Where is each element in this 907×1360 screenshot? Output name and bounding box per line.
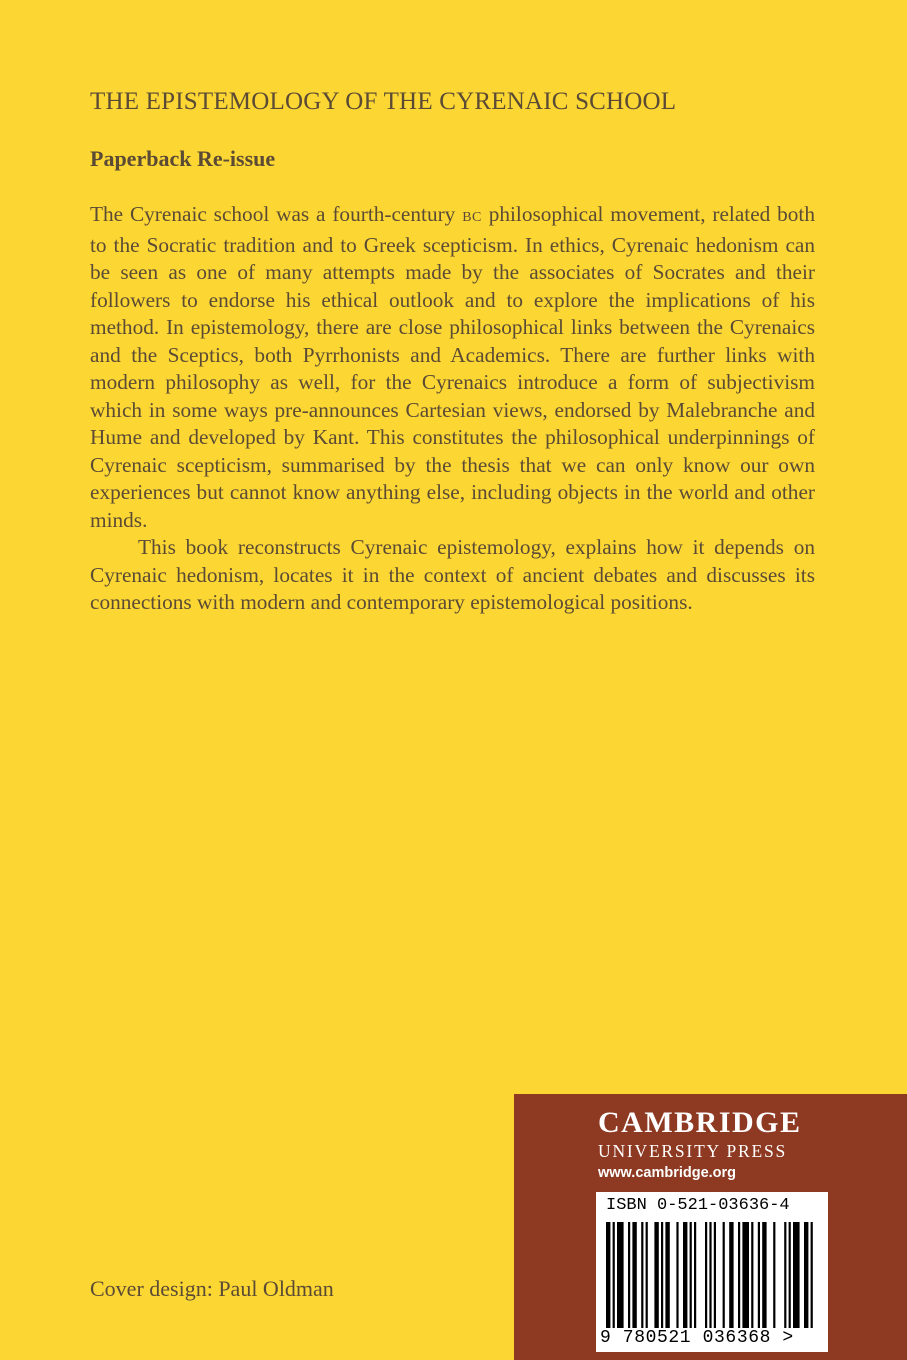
barcode-bar-0 [606, 1222, 610, 1328]
book-description [90, 201, 815, 617]
barcode-bar-13 [694, 1222, 696, 1328]
era-abbreviation: BC [462, 210, 482, 225]
barcode-bar-27 [793, 1222, 800, 1328]
barcode-bar-4 [632, 1222, 636, 1328]
cover-credit: Cover design: Paul Oldman [90, 1276, 334, 1301]
barcode-bar-17 [723, 1222, 725, 1328]
publisher-subname: UNIVERSITY PRESS [598, 1141, 788, 1161]
isbn-label: ISBN 0-521-03636-4 [606, 1196, 790, 1215]
publisher-url: www.cambridge.org [598, 1165, 737, 1181]
barcode-bar-19 [738, 1222, 740, 1328]
barcode-bar-18 [729, 1222, 733, 1328]
barcode-bar-2 [617, 1222, 624, 1328]
barcode-bar-8 [661, 1222, 663, 1328]
edition-label: Paperback Re-issue [90, 146, 276, 171]
barcode-bar-20 [742, 1222, 749, 1328]
description-paragraph-1: The Cyrenaic school was a fourth-century BC philosophical movement, related both to the Socratic tradition and to Greek scepticism. In ethics, Cyrenaic hedonism can be seen as one of many attempts made by the associates of Socrates and their followers to endorse his ethical outlook and to explore the implications of his method. In epistemology, there are close philosophical links between the Cyrenaics and the Sceptics, both Pyrrhonists and Academics. There are further links with modern philosophy as well, for the Cyrenaics introduce a form of subjectivism which in some ways pre-announces Cartesian views, endorsed by Malebranche and Hume and developed by Kant. This constitutes the philosophical underpinnings of Cyrenaic scepticism, summarised by the thesis that we can only know our own experiences but cannot know anything else, including objects in the world and other minds. [90, 202, 815, 532]
barcode-bar-28 [804, 1222, 808, 1328]
barcode-digits: 9 780521 036368 > [600, 1328, 794, 1348]
barcode-bar-6 [646, 1222, 648, 1328]
barcode-bar-9 [665, 1222, 669, 1328]
barcode-bar-22 [758, 1222, 760, 1328]
barcode-bar-29 [811, 1222, 813, 1328]
isbn-barcode [596, 1192, 828, 1352]
publisher-panel [514, 1094, 907, 1360]
publisher-name: CAMBRIDGE [598, 1106, 802, 1139]
barcode-bar-21 [751, 1222, 753, 1328]
barcode-bar-23 [762, 1222, 766, 1328]
description-paragraph-2: This book reconstructs Cyrenaic epistemology, explains how it depends on Cyrenaic hedonism, locates it in the context of ancient debates and discusses its connections with modern and contemporary epistemological positions. [90, 535, 815, 614]
barcode-bars [606, 1222, 818, 1328]
barcode-bar-15 [709, 1222, 711, 1328]
barcode-bar-1 [613, 1222, 615, 1328]
barcode-bar-5 [641, 1222, 643, 1328]
barcode-bar-24 [773, 1222, 775, 1328]
barcode-bar-26 [789, 1222, 791, 1328]
barcode-bar-16 [714, 1222, 716, 1328]
barcode-bar-7 [654, 1222, 658, 1328]
book-title: THE EPISTEMOLOGY OF THE CYRENAIC SCHOOL [90, 88, 677, 115]
barcode-bar-12 [690, 1222, 692, 1328]
barcode-bar-3 [628, 1222, 630, 1328]
barcode-bar-10 [676, 1222, 678, 1328]
barcode-bar-25 [784, 1222, 786, 1328]
barcode-bar-11 [683, 1222, 687, 1328]
barcode-bar-14 [705, 1222, 707, 1328]
